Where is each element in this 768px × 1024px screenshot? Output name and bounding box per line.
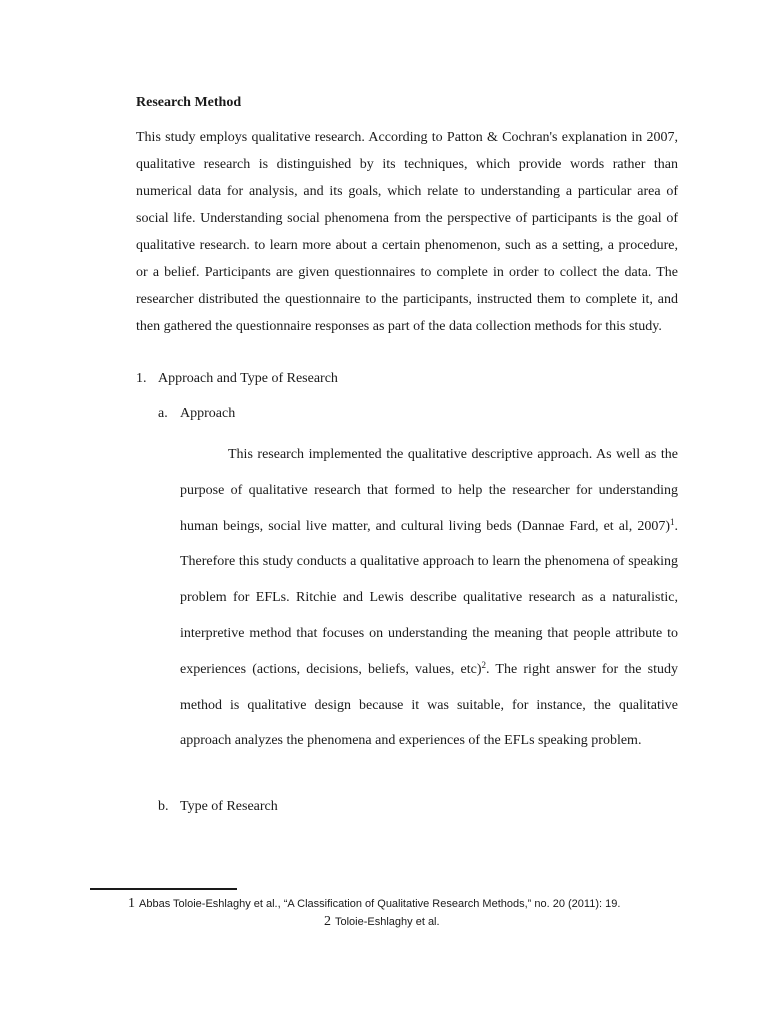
sub-item-title: Type of Research bbox=[180, 799, 278, 814]
approach-text-part-3: . The right answer for the study method is qualitative design because it was suitable, for instance, the qualitative approach analyzes the phenomena and experiences of the EFLs speaking problem. bbox=[180, 661, 678, 749]
footnote-ref-2: 2 bbox=[481, 659, 486, 670]
sub-item-a bbox=[158, 405, 235, 423]
approach-paragraph bbox=[180, 437, 678, 759]
item-title: Approach and Type of Research bbox=[158, 371, 338, 386]
section-heading: Research Method bbox=[136, 95, 242, 110]
sub-item-letter: b. bbox=[158, 799, 169, 814]
numbered-item-1 bbox=[136, 370, 338, 388]
sub-item-title: Approach bbox=[180, 406, 236, 421]
sub-item-letter: a. bbox=[158, 406, 168, 421]
footnote-2 bbox=[324, 915, 440, 929]
approach-text-part-2: . Therefore this study conducts a qualitative approach to learn the phenomena of speaking problem for EFLs. Ritchie and Lewis describe qualitative research as a naturalistic, interpretive method that focuses on understanding the meaning that people attribute to experiences (actions, decisions, beliefs, values, etc) bbox=[180, 518, 678, 677]
item-number: 1. bbox=[136, 371, 147, 386]
footnote-ref-1: 1 bbox=[670, 516, 675, 527]
intro-paragraph: This study employs qualitative research. According to Patton & Cochran's explanation in 2007, qualitative research is distinguished by its techniques, which provide words rather than numerical data for analysis, and its goals, which relate to understanding a particular area of social life. Understanding social phenomena from the perspective of participants is the goal of qualitative research. to learn more about a certain phenomenon, such as a setting, a procedure, or a belief. Participants are given questionnaires to complete in order to collect the data. The researcher distributed the questionnaire to the participants, instructed them to complete it, and then gathered the questionnaire responses as part of the data collection methods for this study. bbox=[136, 130, 678, 334]
footnote-separator bbox=[90, 888, 237, 890]
footnote-text: Toloie-Eshlaghy et al. bbox=[335, 916, 440, 928]
footnote-1 bbox=[128, 897, 620, 911]
footnote-number: 2 bbox=[324, 914, 331, 929]
sub-item-b bbox=[158, 798, 278, 816]
footnote-number: 1 bbox=[128, 896, 135, 911]
approach-text-part-1: This research implemented the qualitative descriptive approach. As well as the purpose of qualitative research that formed to help the researcher for understanding human beings, social live matter, and cultural living beds (Dannae Fard, et al, 2007) bbox=[180, 447, 678, 534]
footnote-text: Abbas Toloie-Eshlaghy et al., “A Classification of Qualitative Research Methods,” no. 20 (2011): 19. bbox=[139, 898, 621, 910]
